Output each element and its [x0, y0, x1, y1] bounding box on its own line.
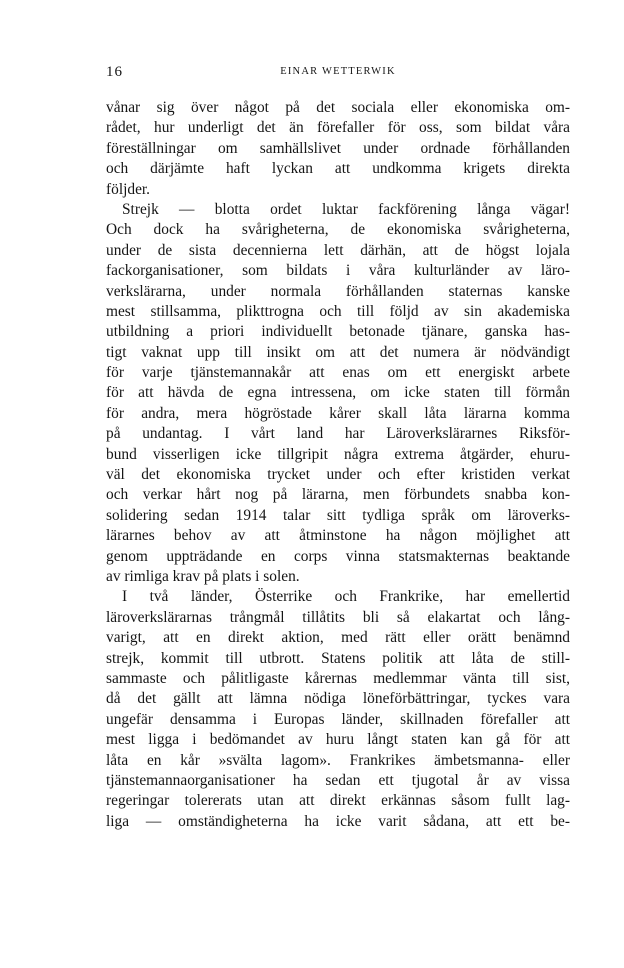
text-line: rådet, hur underligt det än förefaller för oss, som bildat våra [106, 119, 570, 137]
text-line: för att hävda de egna intressena, om icke staten till förmån [106, 384, 570, 402]
text-line: bund visserligen icke tillgripit några extrema åtgärder, ehuru- [106, 445, 570, 463]
text-line: fackorganisationer, som bildats i våra kulturländer av läro- [106, 262, 570, 280]
text-line: under de sista decennierna lett därhän, att de högst lojala [106, 241, 570, 259]
text-line: genom uppträdande en corps vinna statsmakternas beaktande [106, 547, 570, 565]
page-number: 16 [106, 64, 123, 80]
text-line: för andra, mera högröstade kårer skall låta lärarna komma [106, 404, 570, 422]
text-line: varigt, att en direkt aktion, med rätt eller orätt benämnd [106, 629, 570, 647]
text-line: väl det ekonomiska trycket under och efter kristiden verkat [106, 466, 570, 484]
text-line: och verkar hårt nog på lärarna, men förbundets snabba kon- [106, 486, 570, 504]
text-line: tigt vaknat upp till insikt om att det numera är nödvändigt [106, 343, 570, 361]
text-line: mest ligga i bedömandet av huru långt staten kan gå för att [106, 731, 570, 749]
text-line: lärarnes behov av att åtminstone ha någon möjlighet att [106, 527, 570, 545]
text-line: regeringar tolererats utan att direkt erkännas såsom fullt lag- [106, 792, 570, 810]
text-line: liga — omständigheterna ha icke varit sådana, att ett be- [106, 812, 570, 830]
text-line: följder. [106, 180, 151, 198]
text-line: och därjämte haft lyckan att undkomma krigets direkta [106, 160, 570, 178]
text-line: av rimliga krav på plats i solen. [106, 567, 300, 585]
text-line: sammaste och pålitligaste kårernas medlemmar vänta till sist, [106, 669, 570, 687]
body-text [106, 98, 570, 832]
text-line: ungefär densamma i Europas länder, skillnaden förefaller att [106, 710, 570, 728]
text-line: tjänstemannaorganisationer ha sedan ett tjugotal år av vissa [106, 771, 570, 789]
text-line: I två länder, Österrike och Frankrike, har emellertid [122, 588, 570, 606]
page-header [106, 64, 570, 84]
text-line: strejk, kommit till utbrott. Statens politik att låta de still- [106, 649, 570, 667]
text-line: utbildning a priori individuellt betonade tjänare, ganska has- [106, 323, 570, 341]
text-line: låta en kår »svälta lagom». Frankrikes ämbetsmanna- eller [106, 751, 570, 769]
text-line: solidering sedan 1914 talar sitt tydliga språk om läroverks- [106, 506, 570, 524]
text-line: mest stillsamma, plikttrogna och till följd av sin akademiska [106, 302, 570, 320]
text-line: läroverkslärarnas trångmål tillåtits bli så elakartat och lång- [106, 608, 570, 626]
text-line: verkslärarna, under normala förhållanden staternas kanske [106, 282, 570, 300]
text-line: Strejk — blotta ordet luktar fackförening långa vägar! [122, 200, 570, 218]
text-line: vånar sig över något på det sociala eller ekonomiska om- [106, 99, 570, 116]
text-line: Och dock ha svårigheterna, de ekonomiska svårigheterna, [106, 221, 570, 239]
text-line: föreställningar om samhällslivet under ordnade förhållanden [106, 139, 570, 157]
running-head: EINAR WETTERWIK [280, 66, 396, 77]
text-line: då det gällt att lämna nödiga löneförbättringar, tyckes vara [106, 690, 570, 708]
text-line: på undantag. I vårt land har Läroverkslärarnes Riksför- [106, 425, 570, 443]
text-line: för varje tjänstemannakår att enas om ett energiskt arbete [106, 364, 570, 382]
